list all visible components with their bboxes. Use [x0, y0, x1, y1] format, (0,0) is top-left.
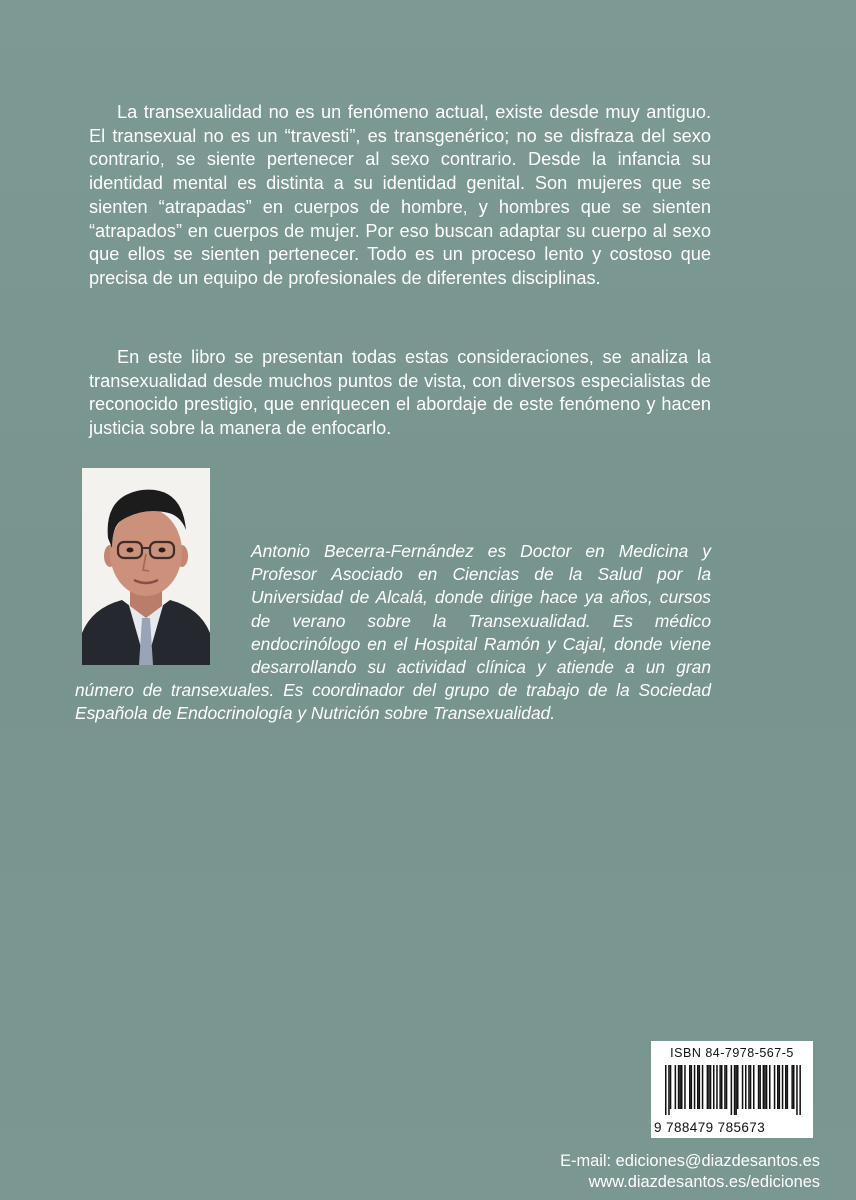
barcode-bar [731, 1065, 733, 1115]
barcode-bar [787, 1065, 789, 1109]
barcode-bar [764, 1065, 766, 1109]
barcode-bar [734, 1065, 736, 1115]
barcode-bar [699, 1065, 701, 1109]
barcode-bar [707, 1065, 709, 1109]
barcode-bar [702, 1065, 704, 1109]
barcode-bar [793, 1065, 795, 1109]
barcode-bar [694, 1065, 696, 1109]
isbn-label: ISBN 84-7978-567-5 [670, 1046, 794, 1060]
barcode-bar [721, 1065, 723, 1109]
isbn-barcode-box [651, 1041, 813, 1138]
barcode-bar [745, 1065, 747, 1109]
author-bio [75, 540, 711, 726]
barcode-bar [691, 1065, 693, 1109]
barcode-bar [774, 1065, 776, 1109]
barcode-bar [753, 1065, 755, 1109]
barcode-bar [665, 1065, 667, 1115]
summary-paragraph: En este libro se presentan todas estas consideraciones, se analiza la transexualidad desde muchos puntos de vista, con diversos especialistas de reconocido prestigio, que enriquecen el abordaje de este fenómeno y hacen justicia sobre la manera de enfocarlo. [89, 347, 711, 439]
barcode-bar [679, 1065, 681, 1109]
barcode-bar [763, 1065, 765, 1109]
author-bio-text: Antonio Becerra-Fernández es Doctor en Medicina y Profesor Asociado en Ciencias de la Salud por la Universidad de Alcalá, donde dirige hace ya años, cursos de verano sobre la Transexualidad. Es médico endocrinólogo en el Hospital Ramón y Cajal, donde viene desarrollando su actividad clínica y atiende a un gran número de transexuales. Es coordinador del grupo de trabajo de la Sociedad Española de Endocrinología y Nutrición sobre Transexualidad. [75, 541, 711, 724]
barcode-bar [748, 1065, 750, 1109]
barcode-bar [668, 1065, 670, 1115]
barcode-bar [791, 1065, 793, 1109]
barcode-bar [759, 1065, 761, 1109]
barcode-bar [675, 1065, 677, 1109]
barcode-bar [782, 1065, 784, 1109]
barcode-bar [710, 1065, 712, 1109]
barcode-bar [708, 1065, 710, 1109]
barcode-bar [724, 1065, 726, 1109]
barcode-bar [697, 1065, 699, 1109]
barcode-bar [785, 1065, 787, 1109]
barcode-bar [796, 1065, 798, 1115]
barcode-bar [716, 1065, 718, 1109]
barcode-icon [665, 1065, 801, 1115]
barcode-digits: 9 788479 785673 [654, 1120, 766, 1135]
barcode-bar [777, 1065, 779, 1109]
barcode-bar [737, 1065, 739, 1109]
barcode-bar [719, 1065, 721, 1109]
barcode-bar [713, 1065, 715, 1109]
publisher-email: E-mail: ediciones@diazdesantos.es [560, 1152, 820, 1170]
barcode-bar [689, 1065, 691, 1109]
barcode-bar [735, 1065, 737, 1115]
intro-paragraph: La transexualidad no es un fenómeno actual, existe desde muy antiguo. El transexual no es un “travesti”, es transgenérico; no se disfraza del sexo contrario, se siente pertenecer al sexo contrario. Desde la infancia su identidad mental es distinta a su identidad genital. Son mujeres que se sienten “atrapadas” en cuerpos de hombre, y hombres que se sienten “atrapados” en cuerpos de mujer. Por eso buscan adaptar su cuerpo al sexo que ellos se sienten pertenecer. Todo es un proceso lento y costoso que precisa de un equipo de profesionales de diferentes disciplinas. [89, 102, 711, 288]
photo-wrap-spacer [75, 540, 251, 679]
barcode-bar [681, 1065, 683, 1109]
barcode-bar [750, 1065, 752, 1109]
barcode-bar [769, 1065, 771, 1109]
publisher-contact [510, 1151, 820, 1193]
barcode-bar [670, 1065, 672, 1109]
publisher-website: www.diazdesantos.es/ediciones [588, 1173, 820, 1191]
barcode-bar [742, 1065, 744, 1109]
barcode-bar [799, 1065, 801, 1115]
barcode-bar [779, 1065, 781, 1109]
barcode-bar [726, 1065, 728, 1109]
barcode-bar [766, 1065, 768, 1109]
barcode-bar [758, 1065, 760, 1109]
barcode-bar [678, 1065, 680, 1109]
barcode-bar [684, 1065, 686, 1109]
